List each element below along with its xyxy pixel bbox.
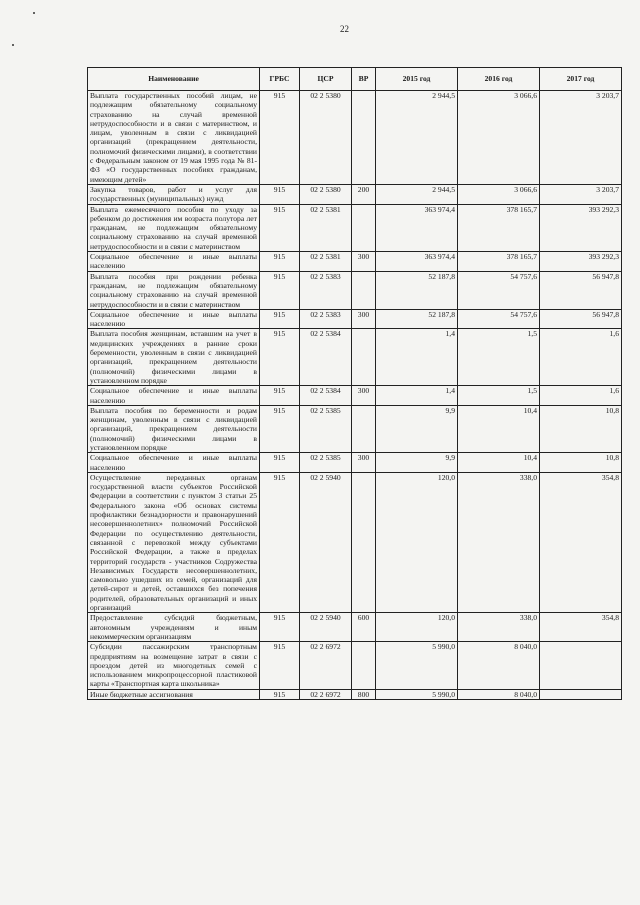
- row-2016: 1,5: [458, 386, 540, 406]
- row-name: Социальное обеспечение и иные выплаты населению: [88, 453, 260, 473]
- page-number: 22: [340, 24, 349, 34]
- row-2017: 1,6: [540, 386, 622, 406]
- table-row: [88, 405, 622, 452]
- row-name: Выплата государственных пособий лицам, не подлежащим обязательному социальному страхованию на случай временной нетрудоспособности и в связи с материнством, и лицам, уволенным в связи с ликвидацией организаций (прекращением деятельности, полномочий физическими лицами), в соответствии с Федеральным законом от 19 мая 1995 года № 81-ФЗ «О государственных пособиях гражданам, имеющим детей»: [88, 91, 260, 185]
- header-name: Наименование: [88, 68, 260, 91]
- table-row: [88, 204, 622, 251]
- row-2017: 56 947,8: [540, 309, 622, 329]
- header-csr: ЦСР: [300, 68, 352, 91]
- table-row: [88, 252, 622, 272]
- table-row: [88, 329, 622, 386]
- row-2015: 9,9: [376, 405, 458, 452]
- row-csr: 02 2 5381: [300, 252, 352, 272]
- header-vr: ВР: [352, 68, 376, 91]
- row-2016: 54 757,6: [458, 271, 540, 309]
- row-grbs: 915: [260, 689, 300, 699]
- row-vr: [352, 472, 376, 612]
- row-2017: 354,8: [540, 472, 622, 612]
- row-csr: 02 2 5385: [300, 453, 352, 473]
- row-2016: 3 066,6: [458, 91, 540, 185]
- row-grbs: 915: [260, 453, 300, 473]
- row-csr: 02 2 5381: [300, 204, 352, 251]
- row-csr: 02 2 6972: [300, 689, 352, 699]
- row-csr: 02 2 5940: [300, 613, 352, 642]
- row-vr: [352, 329, 376, 386]
- table-row: [88, 613, 622, 642]
- row-grbs: 915: [260, 271, 300, 309]
- row-2017: 3 203,7: [540, 91, 622, 185]
- row-vr: [352, 642, 376, 689]
- row-vr: 300: [352, 453, 376, 473]
- row-2017: 10,8: [540, 453, 622, 473]
- row-grbs: 915: [260, 184, 300, 204]
- row-2015: 120,0: [376, 472, 458, 612]
- table-row: [88, 472, 622, 612]
- row-2016: 8 040,0: [458, 689, 540, 699]
- row-vr: 200: [352, 184, 376, 204]
- row-grbs: 915: [260, 386, 300, 406]
- row-vr: [352, 405, 376, 452]
- row-2015: 52 187,8: [376, 309, 458, 329]
- row-vr: 600: [352, 613, 376, 642]
- row-name: Закупка товаров, работ и услуг для государственных (муниципальных) нужд: [88, 184, 260, 204]
- table-row: [88, 642, 622, 689]
- row-csr: 02 2 5385: [300, 405, 352, 452]
- row-name: Социальное обеспечение и иные выплаты населению: [88, 386, 260, 406]
- row-2015: 363 974,4: [376, 252, 458, 272]
- row-csr: 02 2 5380: [300, 91, 352, 185]
- row-name: Социальное обеспечение и иные выплаты населению: [88, 309, 260, 329]
- row-2016: 378 165,7: [458, 204, 540, 251]
- row-2017: 393 292,3: [540, 204, 622, 251]
- header-2017: 2017 год: [540, 68, 622, 91]
- row-name: Выплата пособия женщинам, вставшим на учет в медицинских учреждениях в ранние сроки беременности, уволенным в связи с ликвидацией организаций, прекращением деятельности (полномочий) физическими лицами в установленном порядке: [88, 329, 260, 386]
- row-vr: [352, 91, 376, 185]
- row-name: Выплата пособия по беременности и родам женщинам, уволенным в связи с ликвидацией организаций, прекращением деятельности (полномочий) физическими лицами в установленном порядке: [88, 405, 260, 452]
- row-2017: 1,6: [540, 329, 622, 386]
- row-grbs: 915: [260, 91, 300, 185]
- row-2016: 8 040,0: [458, 642, 540, 689]
- row-2017: [540, 689, 622, 699]
- row-vr: 800: [352, 689, 376, 699]
- row-2017: 3 203,7: [540, 184, 622, 204]
- row-vr: [352, 204, 376, 251]
- row-grbs: 915: [260, 252, 300, 272]
- budget-table: [87, 67, 622, 700]
- row-csr: 02 2 5940: [300, 472, 352, 612]
- row-2015: 5 990,0: [376, 689, 458, 699]
- row-csr: 02 2 5380: [300, 184, 352, 204]
- row-2017: 393 292,3: [540, 252, 622, 272]
- header-2016: 2016 год: [458, 68, 540, 91]
- row-name: Субсидии пассажирским транспортным предприятиям на возмещение затрат в связи с проездом детей из многодетных семей с использованием микропроцессорной пластиковой карты «Транспортная карта школьника»: [88, 642, 260, 689]
- row-2016: 10,4: [458, 405, 540, 452]
- row-name: Выплата пособия при рождении ребенка гражданам, не подлежащим обязательному социальному страхованию на случай временной нетрудоспособности и в связи с материнством: [88, 271, 260, 309]
- row-vr: 300: [352, 309, 376, 329]
- row-grbs: 915: [260, 472, 300, 612]
- row-csr: 02 2 5383: [300, 309, 352, 329]
- row-name: Иные бюджетные ассигнования: [88, 689, 260, 699]
- scan-speck: [33, 12, 35, 14]
- row-name: Социальное обеспечение и иные выплаты населению: [88, 252, 260, 272]
- row-2017: 10,8: [540, 405, 622, 452]
- scan-speck: [12, 44, 14, 46]
- table-row: [88, 184, 622, 204]
- row-csr: 02 2 5383: [300, 271, 352, 309]
- row-2016: 338,0: [458, 472, 540, 612]
- header-2015: 2015 год: [376, 68, 458, 91]
- row-csr: 02 2 5384: [300, 386, 352, 406]
- row-name: Осуществление переданных органам государственной власти субъектов Российской Федерации в соответствии с пунктом 3 статьи 25 Федерального закона «Об основах системы профилактики безнадзорности и правонарушений несовершеннолетних» полномочий Российской Федерации по осуществлению деятельности, связанной с перевозкой между субъектами Российской Федерации, а также в пределах территорий государств - участников Содружества Независимых Государств несовершеннолетних, самовольно ушедших из семей, организаций для детей-сирот и детей, оставшихся без попечения родителей, образовательных организаций и иных организаций: [88, 472, 260, 612]
- table-row: [88, 386, 622, 406]
- row-csr: 02 2 6972: [300, 642, 352, 689]
- row-2015: 363 974,4: [376, 204, 458, 251]
- table-row: [88, 689, 622, 699]
- row-2016: 54 757,6: [458, 309, 540, 329]
- row-csr: 02 2 5384: [300, 329, 352, 386]
- row-2015: 120,0: [376, 613, 458, 642]
- row-grbs: 915: [260, 309, 300, 329]
- row-2017: [540, 642, 622, 689]
- row-vr: 300: [352, 386, 376, 406]
- row-2015: 9,9: [376, 453, 458, 473]
- row-name: Предоставление субсидий бюджетным, автономным учреждениям и иным некоммерческим организациям: [88, 613, 260, 642]
- row-2017: 354,8: [540, 613, 622, 642]
- row-grbs: 915: [260, 329, 300, 386]
- row-2016: 1,5: [458, 329, 540, 386]
- table-header-row: [88, 68, 622, 91]
- row-2017: 56 947,8: [540, 271, 622, 309]
- row-2015: 2 944,5: [376, 184, 458, 204]
- row-vr: 300: [352, 252, 376, 272]
- row-2015: 5 990,0: [376, 642, 458, 689]
- row-2015: 2 944,5: [376, 91, 458, 185]
- row-grbs: 915: [260, 405, 300, 452]
- table-row: [88, 91, 622, 185]
- row-grbs: 915: [260, 204, 300, 251]
- row-2015: 52 187,8: [376, 271, 458, 309]
- row-vr: [352, 271, 376, 309]
- row-2016: 378 165,7: [458, 252, 540, 272]
- row-2016: 10,4: [458, 453, 540, 473]
- header-grbs: ГРБС: [260, 68, 300, 91]
- table-row: [88, 453, 622, 473]
- row-name: Выплата ежемесячного пособия по уходу за ребенком до достижения им возраста полутора лет гражданам, не подлежащим обязательному социальному страхованию на случай временной нетрудоспособности и в связи с материнством: [88, 204, 260, 251]
- table-row: [88, 309, 622, 329]
- row-2015: 1,4: [376, 386, 458, 406]
- row-grbs: 915: [260, 613, 300, 642]
- row-2016: 338,0: [458, 613, 540, 642]
- table-row: [88, 271, 622, 309]
- row-grbs: 915: [260, 642, 300, 689]
- row-2015: 1,4: [376, 329, 458, 386]
- row-2016: 3 066,6: [458, 184, 540, 204]
